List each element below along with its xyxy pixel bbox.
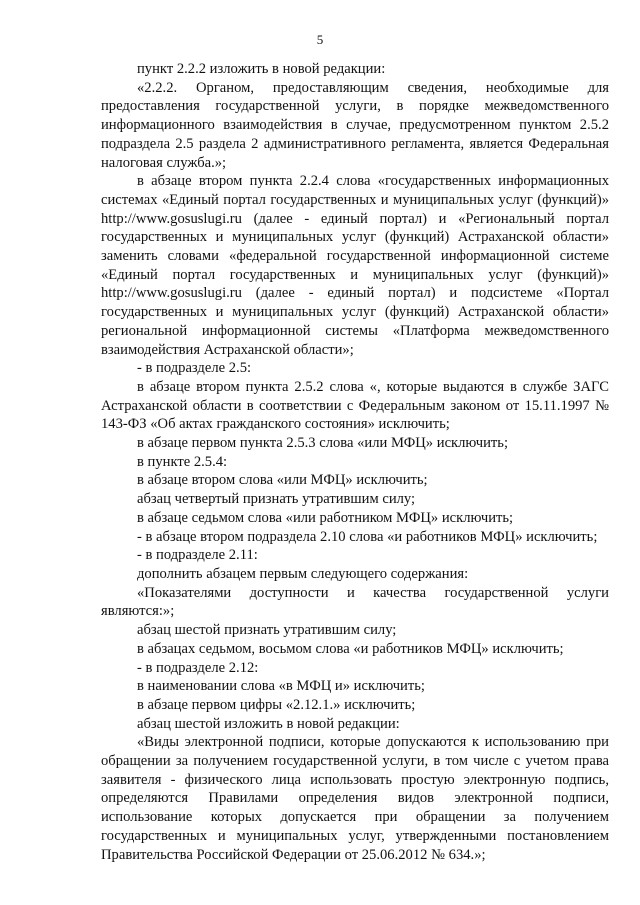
paragraph: в пункте 2.5.4: (137, 453, 228, 470)
paragraph: в абзаце втором слова «или МФЦ» исключить; (137, 472, 428, 489)
paragraph: в абзаце первом цифры «2.12.1.» исключить; (137, 696, 416, 713)
document-body (101, 60, 609, 864)
paragraph: «2.2.2. Органом, предоставляющим сведения, необходимые для предоставления государственной услуги, в порядке межведомственного информационного взаимодействия в случае, предусмотренном пунктом 2.5.2 подраздела 2.5 раздела 2 административного регламента, является Федеральная налоговая служба.»; (101, 79, 609, 171)
paragraph: - в подразделе 2.5: (137, 360, 252, 377)
paragraph: дополнить абзацем первым следующего содержания: (137, 565, 469, 582)
paragraph: в абзаце втором пункта 2.2.4 слова «государственных информационных системах «Единый портал государственных и муниципальных услуг (функций)» http://www.gosuslugi.ru (далее - единый портал) и «Региональный портал государственных и муниципальных услуг (функций) Астраханской области» заменить словами «федеральной государственной информационной системе «Единый портал государственных и муниципальных услуг (функций)» http://www.gosuslugi.ru (далее - единый портал) и подсистеме «Портал государственных и муниципальных услуг (функций) Астраханской области» региональной информационной системы «Платформа межведомственного взаимодействия Астраханской области»; (101, 173, 609, 358)
paragraph: абзац четвертый признать утратившим силу; (137, 491, 416, 508)
paragraph: в абзаце седьмом слова «или работником МФЦ» исключить; (137, 509, 514, 526)
paragraph: в абзаце втором пункта 2.5.2 слова «, которые выдаются в службе ЗАГС Астраханской области в соответствии с Федеральным законом от 15.11.1997 № 143-ФЗ «Об актах гражданского состояния» исключить; (101, 378, 609, 433)
paragraph: - в подразделе 2.11: (137, 547, 258, 564)
page-number: 5 (316, 32, 324, 47)
paragraph: в абзацах седьмом, восьмом слова «и работников МФЦ» исключить; (137, 640, 564, 657)
paragraph: - в абзаце втором подраздела 2.10 слова «и работников МФЦ» исключить; (137, 528, 598, 545)
paragraph: абзац шестой изложить в новой редакции: (137, 715, 400, 732)
paragraph: «Показателями доступности и качества государственной услуги являются:»; (101, 584, 609, 620)
paragraph: «Виды электронной подписи, которые допускаются к использованию при обращении за получением государственной услуги, в том числе с учетом права заявителя - физического лица использовать простую электронную подпись, определяются Правилами определения видов электронной подписи, использование которых допускается при обращении за получением государственных и муниципальных услуг, утвержденными постановлением Правительства Российской Федерации от 25.06.2012 № 634.»; (101, 734, 609, 863)
paragraph: в абзаце первом пункта 2.5.3 слова «или МФЦ» исключить; (137, 435, 508, 452)
paragraph: пункт 2.2.2 изложить в новой редакции: (137, 61, 386, 77)
paragraph: в наименовании слова «в МФЦ и» исключить; (137, 678, 425, 695)
paragraph: абзац шестой признать утратившим силу; (137, 622, 397, 639)
paragraph: - в подразделе 2.12: (137, 659, 259, 676)
